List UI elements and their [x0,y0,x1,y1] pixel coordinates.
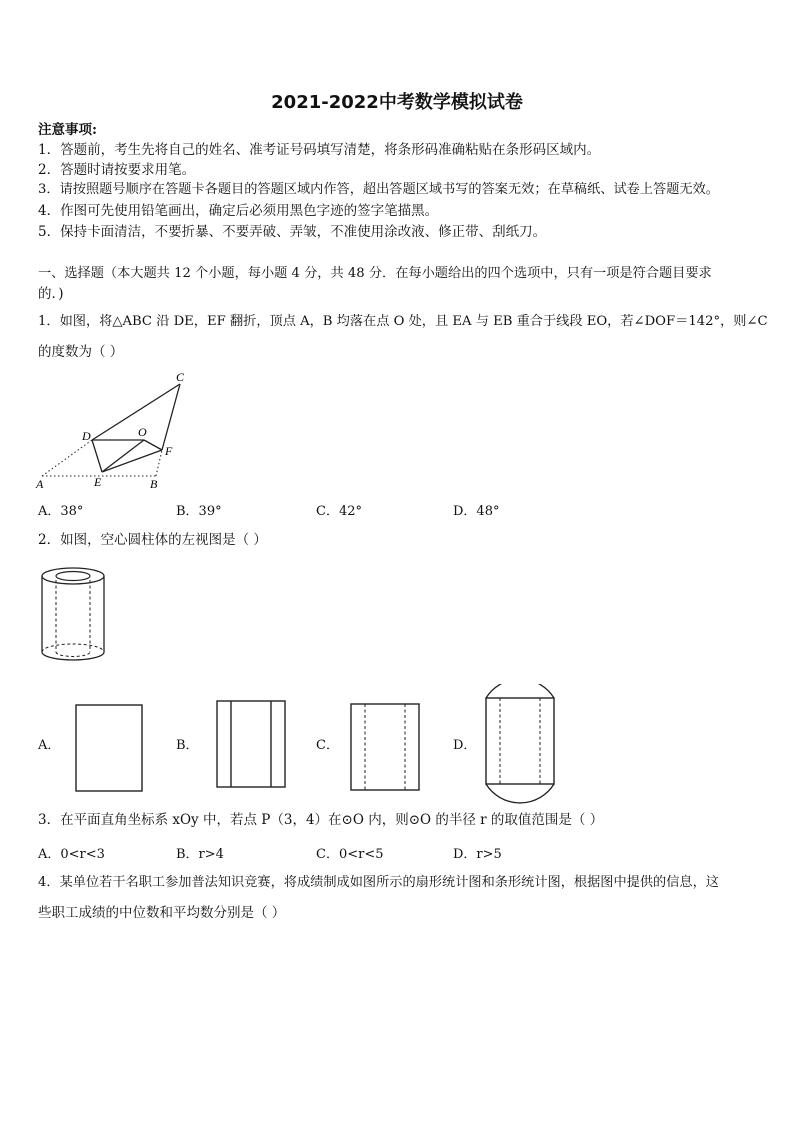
q1-stem-line2: 的度数为（ ） [38,344,124,360]
q1-option-b: B．39° [176,504,222,519]
dotted-segment-bf [156,450,162,476]
dotted-segment-ad [42,440,92,476]
q2-hollow-cylinder-figure [40,565,110,665]
label-d: D [82,429,91,443]
q1-option-a: A．38° [38,504,84,519]
q1-triangle-figure [30,368,190,493]
label-a: A [36,477,44,491]
segment-ef [102,450,162,472]
q2-option-c-figure [350,702,422,794]
q2-option-d-figure [484,684,558,804]
q2-option-c-label: C． [316,738,339,753]
q4-stem-line1: 4．某单位若干名职工参加普法知识竞赛，将成绩制成如图所示的扇形统计图和条形统计图，根据图中提供的信息，这 [38,875,719,890]
segment-eo [102,440,144,472]
notice-item-4: 4．作图可先使用铅笔画出，确定后必须用黑色字迹的签字笔描黑。 [38,203,439,219]
q1-option-c: C．42° [316,504,362,519]
label-f: F [165,444,173,458]
segment-de [92,440,102,472]
notice-heading: 注意事项: [38,122,97,138]
q4-stem-line2: 些职工成绩的中位数和平均数分别是（ ） [38,905,286,921]
label-b: B [150,477,158,491]
q3-option-c: C．0<r<5 [316,847,384,862]
notice-item-1: 1．答题前，考生先将自己的姓名、准考证号码填写清楚，将条形码准确粘贴在条形码区域内。 [38,142,601,158]
q3-option-b: B．r>4 [176,847,224,862]
q2-stem: 2．如图，空心圆柱体的左视图是（ ） [38,532,267,548]
section-heading-line2: 的．) [38,286,64,302]
q3-stem: 3．在平面直角坐标系 xOy 中，若点 P（3，4）在⊙O 内，则⊙O 的半径 r 的取值范围是（ ） [38,812,604,828]
notice-item-5: 5．保持卡面清洁，不要折暴、不要弄破、弄皱，不准使用涂改液、修正带、刮纸刀。 [38,224,547,240]
q1-option-d: D．48° [453,504,500,519]
notice-item-3: 3．请按照题号顺序在答题卡各题目的答题区域内作答，超出答题区域书写的答案无效；在草稿纸、试卷上答题无效。 [38,182,719,197]
q2-option-b-figure [216,699,288,791]
segment-of [144,440,162,450]
q2-option-b-label: B． [176,738,199,753]
q2-option-a-label: A． [38,738,61,753]
q3-option-d: D．r>5 [453,847,502,862]
notice-item-2: 2．答题时请按要求用笔。 [38,162,196,178]
q2-option-d-label: D． [453,738,477,753]
q3-option-a: A．0<r<3 [38,847,105,862]
q2-option-a-figure [75,703,145,793]
label-o: O [138,425,147,439]
page-title: 2021-2022中考数学模拟试卷 [271,92,523,113]
label-c: C [176,370,185,384]
q1-stem-line1: 1．如图，将△ABC 沿 DE，EF 翻折，顶点 A，B 均落在点 O 处，且 EA 与 EB 重合于线段 EO，若∠DOF＝142°，则∠C [38,314,768,329]
label-e: E [94,475,102,489]
section-heading-line1: 一、选择题（本大题共 12 个小题，每小题 4 分，共 48 分．在每小题给出的四个选项中，只有一项是符合题目要求 [38,266,712,281]
